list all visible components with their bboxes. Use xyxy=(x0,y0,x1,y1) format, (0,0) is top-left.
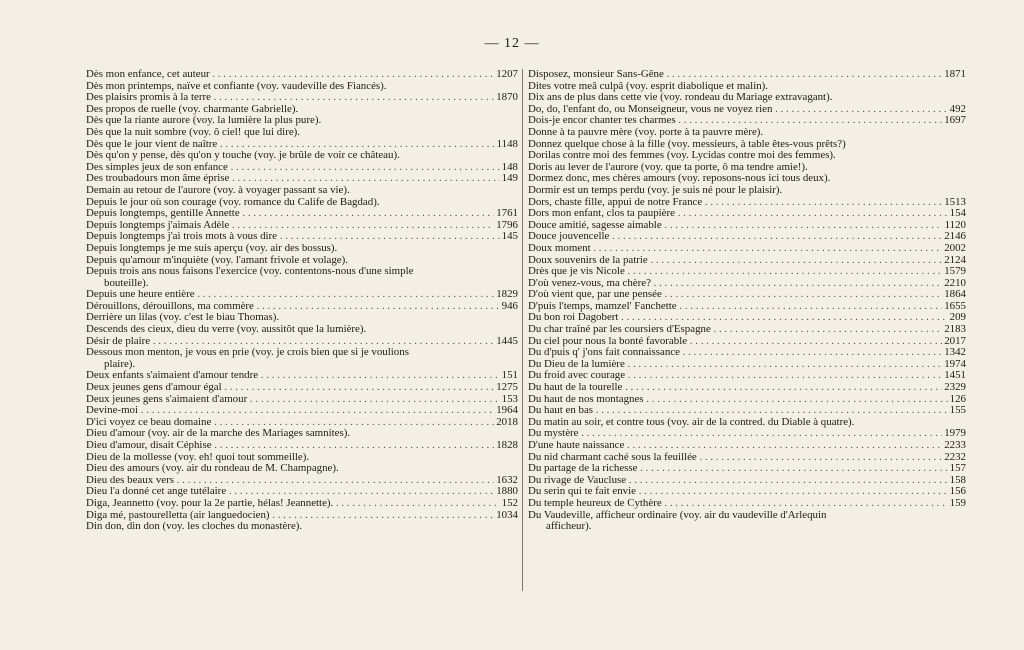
index-entry xyxy=(528,475,966,487)
entry-title: bouteille). xyxy=(104,277,149,289)
entry-number: 1207 xyxy=(496,69,518,80)
index-entry xyxy=(86,440,518,452)
index-entry xyxy=(86,428,518,440)
entry-title: Dites votre meâ culpâ (voy. esprit diabolique et malin). xyxy=(528,80,769,92)
index-entry xyxy=(528,255,966,267)
entry-title: Doux souvenirs de la patrie . . . xyxy=(528,255,966,266)
entry-title: Doux moment . . . xyxy=(528,243,966,254)
entry-number: 1974 xyxy=(944,358,966,370)
entry-title: D'ici voyez ce beau domaine . . . xyxy=(86,417,518,428)
entry-title: Du char traîné par les coursiers d'Espagne . . . xyxy=(528,324,966,335)
index-entry xyxy=(86,69,518,81)
entry-number: 2232 xyxy=(944,451,966,463)
index-entry xyxy=(86,208,518,220)
entry-title: Dors, chaste fille, appui de notre France . . . xyxy=(528,197,966,208)
entry-title: Dieu l'a donné cet ange tutélaire . . . xyxy=(86,486,518,497)
entry-number: 1828 xyxy=(496,440,518,451)
index-entry xyxy=(86,370,518,382)
entry-title: Din don, din don (voy. les cloches du monastère). xyxy=(86,521,303,533)
index-entry xyxy=(528,452,966,464)
entry-number: 209 xyxy=(949,312,966,324)
entry-number: 2210 xyxy=(944,277,966,289)
entry-title: Dieu d'amour (voy. air de la marche des Mariages samnites). xyxy=(86,428,351,440)
index-entry xyxy=(528,69,966,81)
index-entry xyxy=(528,278,966,290)
entry-title: Dès mon printemps, naïve et confiante (voy. vaudeville des Fiancés). xyxy=(86,80,387,92)
entry-title: Depuis longtemps j'ai trois mots à vous dire . . . xyxy=(86,231,518,242)
index-entry xyxy=(528,359,966,371)
index-entry xyxy=(86,463,518,475)
entry-title: Doris au lever de l'aurore (voy. que ta porte, ô ma tendre amie!). xyxy=(528,161,808,173)
entry-title: Du serin qui te fait envie . . . xyxy=(528,486,966,497)
entry-number: 1796 xyxy=(496,219,518,231)
index-entry xyxy=(528,521,966,533)
entry-title: Depuis longtemps je me suis aperçu (voy. air des bossus). xyxy=(86,242,338,254)
entry-number: 152 xyxy=(501,497,518,509)
entry-number: 126 xyxy=(949,393,966,405)
entry-number: 1451 xyxy=(944,370,966,382)
entry-title: plaire). xyxy=(104,358,136,370)
entry-number: 1655 xyxy=(944,300,966,312)
entry-title: Du haut en bas . . . xyxy=(528,405,966,416)
entry-title: Du nid charmant caché sous la feuillée . . . xyxy=(528,452,966,463)
entry-number: 1871 xyxy=(944,69,966,80)
index-entry xyxy=(86,359,518,371)
entry-number: 1632 xyxy=(496,474,518,486)
entry-title: Donne à ta pauvre mère (voy. porte à ta pauvre mère). xyxy=(528,126,764,138)
index-entry xyxy=(528,440,966,452)
entry-title: Dix ans de plus dans cette vie (voy. rondeau du Mariage extravagant). xyxy=(528,92,833,104)
index-entry xyxy=(528,405,966,417)
entry-title: D'puis l'temps, mamzel' Fanchette . . . xyxy=(528,301,966,312)
entry-title: Du Vaudeville, afficheur ordinaire (voy. air du vaudeville d'Arlequin xyxy=(528,509,827,521)
index-entry xyxy=(528,220,966,232)
entry-title: Des simples jeux de son enfance . . . xyxy=(86,162,518,173)
index-entry xyxy=(528,231,966,243)
entry-title: Deux jeunes gens d'amour égal . . . xyxy=(86,382,518,393)
entry-number: 157 xyxy=(949,463,966,475)
index-entry xyxy=(86,139,518,151)
entry-title: Devine-moi . . . xyxy=(86,405,518,416)
index-entry xyxy=(86,498,518,510)
entry-title: Dieu de la mollesse (voy. eh! quoi tout sommeille). xyxy=(86,451,310,463)
index-entry xyxy=(86,197,518,209)
entry-title: Depuis trois ans nous faisons l'exercice (voy. contentons-nous d'une simple xyxy=(86,266,414,278)
index-entry xyxy=(528,139,966,151)
entry-number: 2146 xyxy=(944,231,966,243)
index-entry xyxy=(86,452,518,464)
entry-number: 946 xyxy=(501,300,518,312)
entry-title: Du froid avec courage . . . xyxy=(528,370,966,381)
index-entry xyxy=(528,197,966,209)
entry-number: 2183 xyxy=(944,324,966,336)
entry-number: 155 xyxy=(949,405,966,417)
entry-title: Du bon roi Dagobert . . . xyxy=(528,312,966,323)
entry-title: Du rivage de Vaucluse . . . xyxy=(528,475,966,486)
entry-title: Depuis longtemps j'aimais Adèle . . . xyxy=(86,220,518,231)
index-entry xyxy=(86,394,518,406)
index-entry xyxy=(528,463,966,475)
index-entry xyxy=(86,173,518,185)
entry-title: D'une haute naissance . . . xyxy=(528,440,966,451)
left-column xyxy=(86,69,518,533)
entry-title: D'où venez-vous, ma chère? . . . xyxy=(528,278,966,289)
entry-title: Deux jeunes gens s'aimaient d'amour . . . xyxy=(86,394,518,405)
index-entry xyxy=(86,417,518,429)
index-entry xyxy=(86,104,518,116)
index-entry xyxy=(528,81,966,93)
entry-title: Dès mon enfance, cet auteur . . . xyxy=(86,69,518,80)
entry-title: Du haut de nos montagnes . . . xyxy=(528,394,966,405)
index-entry xyxy=(528,336,966,348)
entry-title: Demain au retour de l'aurore (voy. à voyager passant sa vie). xyxy=(86,184,350,196)
index-entry xyxy=(528,162,966,174)
index-entry xyxy=(528,289,966,301)
entry-title: Du matin au soir, et contre tous (voy. air de la contred. du Diable à quatre). xyxy=(528,416,855,428)
index-entry xyxy=(86,405,518,417)
index-entry xyxy=(86,324,518,336)
entry-title: Diga, Jeannetto (voy. pour la 2e partie, hélas! Jeannette). . . . xyxy=(86,498,518,509)
entry-title: Do, do, l'enfant do, ou Monseigneur, vous ne voyez rien . . . xyxy=(528,104,966,115)
entry-title: Du Dieu de la lumière . . . xyxy=(528,359,966,370)
entry-title: afficheur). xyxy=(546,521,592,533)
entry-number: 158 xyxy=(949,474,966,486)
entry-number: 2018 xyxy=(496,416,518,428)
entry-title: Désir de plaire . . . xyxy=(86,336,518,347)
right-column xyxy=(528,69,966,533)
index-entry xyxy=(86,347,518,359)
entry-number: 1870 xyxy=(496,92,518,104)
entry-number: 1034 xyxy=(496,509,518,521)
index-entry xyxy=(528,394,966,406)
index-entry xyxy=(86,475,518,487)
entry-title: Des propos de ruelle (voy. charmante Gabrielle). xyxy=(86,103,299,115)
index-entry xyxy=(528,417,966,429)
entry-number: 2124 xyxy=(944,254,966,266)
index-entry xyxy=(528,498,966,510)
index-entry xyxy=(86,150,518,162)
index-entry xyxy=(528,382,966,394)
index-entry xyxy=(86,301,518,313)
entry-title: Dès que le jour vient de naître . . . xyxy=(86,139,518,150)
entry-title: Dois-je encor chanter tes charmes . . . xyxy=(528,115,966,126)
entry-title: Drès que je vis Nicole . . . xyxy=(528,266,966,277)
entry-number: 2002 xyxy=(944,242,966,254)
entry-number: 1964 xyxy=(496,405,518,417)
entry-number: 148 xyxy=(501,161,518,173)
index-entry xyxy=(528,510,966,522)
index-entry xyxy=(528,208,966,220)
entry-number: 2233 xyxy=(944,440,966,451)
index-entry xyxy=(86,220,518,232)
entry-number: 1761 xyxy=(496,208,518,220)
entry-title: Diga mé, pastourelletta (air languedocien) . . . xyxy=(86,510,518,521)
index-entry xyxy=(528,347,966,359)
index-entry xyxy=(528,301,966,313)
entry-number: 153 xyxy=(501,393,518,405)
index-entry xyxy=(86,521,518,533)
entry-title: Depuis qu'amour m'inquiète (voy. l'amant frivole et volage). xyxy=(86,254,348,266)
entry-title: Depuis longtemps, gentille Annette . . . xyxy=(86,208,518,219)
entry-title: Disposez, monsieur Sans-Gêne . . . xyxy=(528,69,966,80)
index-entry xyxy=(86,486,518,498)
entry-number: 1864 xyxy=(944,289,966,301)
entry-title: Dieu d'amour, disait Céphise . . . xyxy=(86,440,518,451)
entry-title: D'où vient que, par une pensée . . . xyxy=(528,289,966,300)
index-entry xyxy=(86,115,518,127)
entry-number: 1120 xyxy=(944,219,966,231)
entry-number: 1342 xyxy=(944,347,966,359)
entry-title: Dors mon enfant, clos ta paupière . . . xyxy=(528,208,966,219)
entry-title: Dieu des beaux vers . . . xyxy=(86,475,518,486)
entry-title: Du haut de la tourelle . . . xyxy=(528,382,966,393)
index-entry xyxy=(528,115,966,127)
entry-title: Deux enfants s'aimaient d'amour tendre . . . xyxy=(86,370,518,381)
entry-title: Descends des cieux, dieu du verre (voy. aussitôt que la lumière). xyxy=(86,324,367,336)
index-entry xyxy=(528,266,966,278)
index-entry xyxy=(86,162,518,174)
entry-title: Du ciel pour nous la bonté favorable . . . xyxy=(528,336,966,347)
index-entry xyxy=(86,255,518,267)
entry-title: Dérouillons, dérouillons, ma commère . . . xyxy=(86,301,518,312)
entry-title: Du mystère . . . xyxy=(528,428,966,439)
entry-number: 159 xyxy=(949,497,966,509)
index-entry xyxy=(528,370,966,382)
index-entry xyxy=(86,243,518,255)
entry-number: 1275 xyxy=(496,382,518,394)
entry-title: Dessous mon menton, je vous en prie (voy. je crois bien que si je voulions xyxy=(86,347,409,359)
entry-title: Donnez quelque chose à la fille (voy. messieurs, à table êtes-vous prêts?) xyxy=(528,138,846,150)
entry-title: Dorilas contre moi des femmes (voy. Lycidas contre moi des femmes). xyxy=(528,150,836,162)
entry-number: 2329 xyxy=(944,382,966,394)
entry-number: 1880 xyxy=(496,486,518,498)
index-entry xyxy=(86,231,518,243)
index-entry xyxy=(86,278,518,290)
entry-number: 1697 xyxy=(944,115,966,127)
index-entry xyxy=(86,336,518,348)
index-entry xyxy=(528,486,966,498)
index-entry xyxy=(86,266,518,278)
entry-number: 149 xyxy=(501,173,518,185)
index-entry xyxy=(86,312,518,324)
entry-number: 154 xyxy=(949,208,966,220)
index-entry xyxy=(528,324,966,336)
entry-title: Des troubadours mon âme éprise . . . xyxy=(86,173,518,184)
entry-title: Du temple heureux de Cythère . . . xyxy=(528,498,966,509)
entry-number: 1979 xyxy=(944,428,966,440)
entry-title: Derrière un lilas (voy. c'est le biau Thomas). xyxy=(86,312,280,324)
entry-number: 145 xyxy=(501,231,518,243)
entry-title: Des plaisirs promis à la terre . . . xyxy=(86,92,518,103)
index-entry xyxy=(528,104,966,116)
entry-number: 1148 xyxy=(496,138,518,150)
index-entry xyxy=(528,185,966,197)
index-entry xyxy=(528,127,966,139)
entry-title: Douce amitié, sagesse aimable . . . xyxy=(528,220,966,231)
entry-title: Dieu des amours (voy. air du rondeau de M. Champagne). xyxy=(86,463,339,475)
entry-number: 156 xyxy=(949,486,966,498)
entry-title: Dès qu'on y pense, dès qu'on y touche (voy. je brûle de voir ce château). xyxy=(86,150,400,162)
entry-number: 492 xyxy=(949,103,966,115)
entry-number: 2017 xyxy=(944,335,966,347)
entry-title: Du d'puis q' j'ons fait connaissance . . . xyxy=(528,347,966,358)
entry-title: Douce jouvencelle . . . xyxy=(528,231,966,242)
entry-title: Dormir est un temps perdu (voy. je suis né pour le plaisir). xyxy=(528,184,783,196)
entry-number: 151 xyxy=(501,370,518,382)
index-entry xyxy=(86,92,518,104)
entry-number: 1829 xyxy=(496,289,518,301)
entry-title: Dès que la riante aurore (voy. la lumière la plus pure). xyxy=(86,115,322,127)
entry-title: Du partage de la richesse . . . xyxy=(528,463,966,474)
index-entry xyxy=(528,92,966,104)
entry-number: 1579 xyxy=(944,266,966,278)
index-entry xyxy=(528,243,966,255)
entry-number: 1513 xyxy=(944,196,966,208)
index-entry xyxy=(528,312,966,324)
index-entry xyxy=(528,173,966,185)
entry-title: Depuis le jour où son courage (voy. romance du Calife de Bagdad). xyxy=(86,196,380,208)
index-entry xyxy=(86,289,518,301)
index-entry xyxy=(86,127,518,139)
index-entry xyxy=(528,428,966,440)
index-entry xyxy=(86,382,518,394)
index-entry xyxy=(528,150,966,162)
index-entry xyxy=(86,81,518,93)
index-entry xyxy=(86,185,518,197)
entry-number: 1445 xyxy=(496,335,518,347)
entry-title: Dès que la nuit sombre (voy. ô ciel! que lui dire). xyxy=(86,126,301,138)
entry-title: Depuis une heure entière . . . xyxy=(86,289,518,300)
index-entry xyxy=(86,510,518,522)
entry-title: Dormez donc, mes chères amours (voy. reposons-nous ici tous deux). xyxy=(528,173,831,185)
page-number: — 12 — xyxy=(484,36,540,51)
column-divider xyxy=(522,69,523,591)
